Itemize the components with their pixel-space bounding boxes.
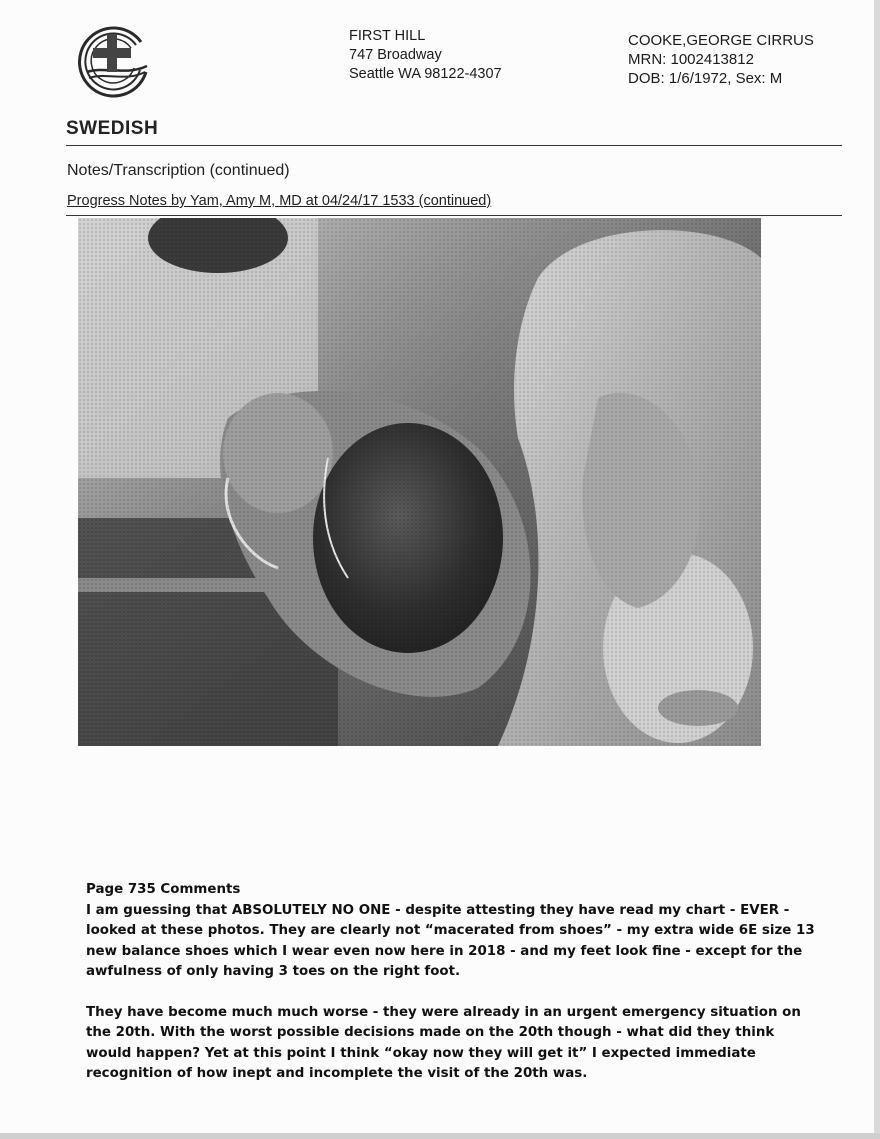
facility-name: FIRST HILL bbox=[349, 28, 426, 44]
foot-photo bbox=[78, 218, 761, 746]
comments-paragraph-2: They have become much much worse - they were already in an urgent emergency situation on the 20th. With the worst possible decisions made on the 20th though - what did they think would happen? Yet at this point I think “okay now they will get it” I expected immediate recognition of how inept and incomplete the visit of the 20th was. bbox=[86, 1004, 801, 1081]
page-comments bbox=[86, 880, 816, 1085]
facility-city: Seattle WA 98122-4307 bbox=[349, 66, 502, 82]
scan-edge-bottom bbox=[0, 1133, 880, 1139]
facility-street: 747 Broadway bbox=[349, 47, 442, 63]
scan-edge-right bbox=[874, 0, 880, 1139]
comments-paragraph-1: I am guessing that ABSOLUTELY NO ONE - despite attesting they have read my chart - EVER - looked at these photos. They are clearly not “macerated from shoes” - my extra wide 6E size 13 new balance shoes which I wear even now here in 2018 - and my feet look fine - except for the awfulness of only having 3 toes on the right foot. bbox=[86, 902, 815, 979]
brand-name: SWEDISH bbox=[66, 118, 159, 139]
patient-info bbox=[628, 31, 814, 88]
progress-note-title: Progress Notes by Yam, Amy M, MD at 04/24/17 1533 (continued) bbox=[67, 193, 492, 209]
patient-mrn: MRN: 1002413812 bbox=[628, 51, 754, 68]
section-title: Notes/Transcription (continued) bbox=[67, 162, 290, 179]
facility-address bbox=[349, 27, 502, 84]
swedish-cross-logo-icon bbox=[74, 20, 154, 104]
header-divider bbox=[66, 145, 842, 146]
comments-heading: Page 735 Comments bbox=[86, 882, 241, 897]
patient-dob-sex: DOB: 1/6/1972, Sex: M bbox=[628, 70, 783, 87]
subsection-divider bbox=[66, 215, 842, 216]
paragraph-gap bbox=[86, 983, 816, 1003]
patient-name: COOKE,GEORGE CIRRUS bbox=[628, 32, 814, 49]
